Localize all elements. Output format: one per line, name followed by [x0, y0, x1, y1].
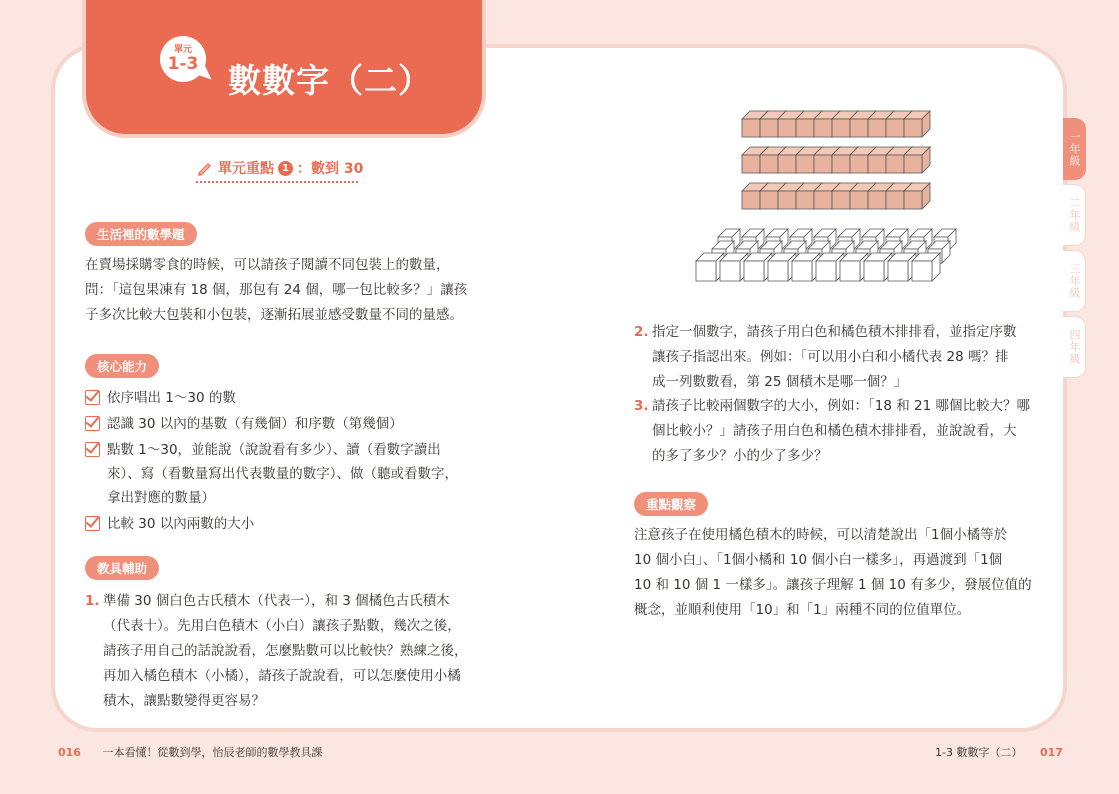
key-point: [196, 155, 363, 181]
orange-ten-rod: [742, 147, 930, 173]
book-title: 一本看懂！從數到學，怡辰老師的數學教具課: [102, 746, 323, 759]
key-point-number: 1: [278, 161, 293, 176]
teaching-aid-item-2: [634, 320, 1054, 395]
section-label-observation: 重點觀察: [634, 492, 708, 516]
key-point-underline: [196, 181, 358, 183]
tab-grade-2[interactable]: 二年級: [1063, 184, 1086, 246]
text-line: 點數 1～30，並能說（說說看有多少）、讀（看數字讀出: [107, 442, 441, 458]
core-ability-list: [85, 386, 495, 538]
text-line: 指定一個數字，請孩子用白色和橘色積木排排看，並指定序數: [652, 324, 1017, 340]
text-line: 問：「這包果凍有 18 個，那包有 24 個，哪一包比較多？」讓孩: [85, 282, 468, 298]
text-line: 10 和 10 個 1 一樣多」。讓孩子理解 1 個 10 有多少，發展位值的: [634, 577, 1032, 593]
section-label-core-ability: 核心能力: [85, 354, 159, 378]
tab-grade-3[interactable]: 三年級: [1063, 250, 1086, 312]
text-line: 請孩子比較兩個數字的大小，例如：「18 和 21 哪個比較大？哪: [652, 398, 1030, 414]
text-line: 請孩子用自己的話說說看，怎麼點數可以比較快？熟練之後，: [103, 643, 468, 659]
checklist-item: [85, 438, 495, 510]
text-line: 認識 30 以內的基數（有幾個）和序數（第幾個）: [107, 416, 403, 432]
checkbox-icon: [85, 416, 100, 431]
tab-grade-1[interactable]: 一年級: [1063, 118, 1086, 180]
item-number: 3.: [634, 398, 649, 414]
observation-paragraph: [634, 523, 1054, 623]
checkbox-icon: [85, 516, 100, 531]
text-line: 注意孩子在使用橘色積木的時候，可以清楚說出「1個小橘等於: [634, 527, 1008, 543]
unit-label: 單元: [173, 45, 192, 55]
unit-number: 1-3: [167, 54, 199, 74]
checklist-item: [85, 386, 495, 410]
life-math-paragraph: [85, 253, 505, 328]
unit-badge: [160, 36, 206, 82]
section-label-teaching-aids: 教具輔助: [85, 556, 159, 580]
text-line: 準備 30 個白色古氏積木（代表一），和 3 個橘色古氏積木: [103, 593, 450, 609]
text-line: 比較 30 以內兩數的大小: [107, 516, 255, 532]
key-point-label: 單元重點: [218, 161, 274, 177]
text-line: 概念，並順利使用「10」和「1」兩種不同的位值單位。: [634, 602, 971, 618]
text-line: （代表十）。先用白色積木（小白）讓孩子點數，幾次之後，: [103, 618, 461, 634]
footer-section-title: 1-3 數數字（二）: [935, 746, 1023, 759]
text-line: 10 個小白」、「1個小橘和 10 個小白一樣多」，再過渡到「1個: [634, 552, 1003, 568]
text-line: 積木，讓點數變得更容易？: [103, 693, 265, 709]
left-page-number: 016: [58, 746, 81, 759]
text-line: 拿出對應的數量）: [107, 490, 215, 506]
checklist-item: [85, 512, 495, 536]
teaching-aid-item-1: [85, 589, 505, 714]
item-number: 1.: [85, 593, 100, 609]
checkbox-icon: [85, 390, 100, 405]
text-line: 再加入橘色積木（小橘），請孩子說說看，可以怎麼使用小橘: [103, 668, 461, 684]
rod-segment: [904, 183, 930, 209]
footer-left: [58, 744, 322, 760]
footer-right: [935, 744, 1063, 760]
cuisenaire-blocks-illustration: [690, 105, 990, 285]
section-label-life-math: 生活裡的數學題: [85, 222, 197, 246]
white-unit-cube: [912, 253, 940, 281]
text-line: 子多次比較大包裝和小包裝，逐漸拓展並感受數量不同的量感。: [85, 307, 463, 323]
text-line: 成一列數數看，第 25 個積木是哪一個？」: [652, 374, 908, 390]
right-page-number: 017: [1039, 746, 1063, 759]
grade-tabs: [1063, 118, 1087, 382]
rod-segment: [904, 147, 930, 173]
text-line: 來）、寫（看數量寫出代表數量的數字）、做（聽或看數字，: [107, 466, 458, 482]
page-title: 數數字（二）: [228, 61, 432, 100]
teaching-aid-item-3: [634, 394, 1054, 469]
checklist-item: [85, 412, 495, 436]
pencil-icon: [196, 159, 214, 177]
text-line: 的多了多少？小的少了多少？: [652, 448, 828, 464]
item-number: 2.: [634, 324, 649, 340]
text-line: 在賣場採購零食的時候，可以請孩子閱讀不同包裝上的數量，: [85, 257, 450, 273]
text-line: 個比較小？」請孩子用白色和橘色積木排排看，並說說看，大: [652, 423, 1017, 439]
tab-grade-4[interactable]: 四年級: [1063, 316, 1086, 378]
rod-segment: [904, 111, 930, 137]
orange-ten-rod: [742, 183, 930, 209]
checkbox-icon: [85, 442, 100, 457]
orange-ten-rod: [742, 111, 930, 137]
key-point-text: ：數到 30: [297, 161, 364, 177]
text-line: 依序唱出 1～30 的數: [107, 390, 236, 406]
text-line: 讓孩子指認出來。例如：「可以用小白和小橘代表 28 嗎？排: [652, 349, 1009, 365]
